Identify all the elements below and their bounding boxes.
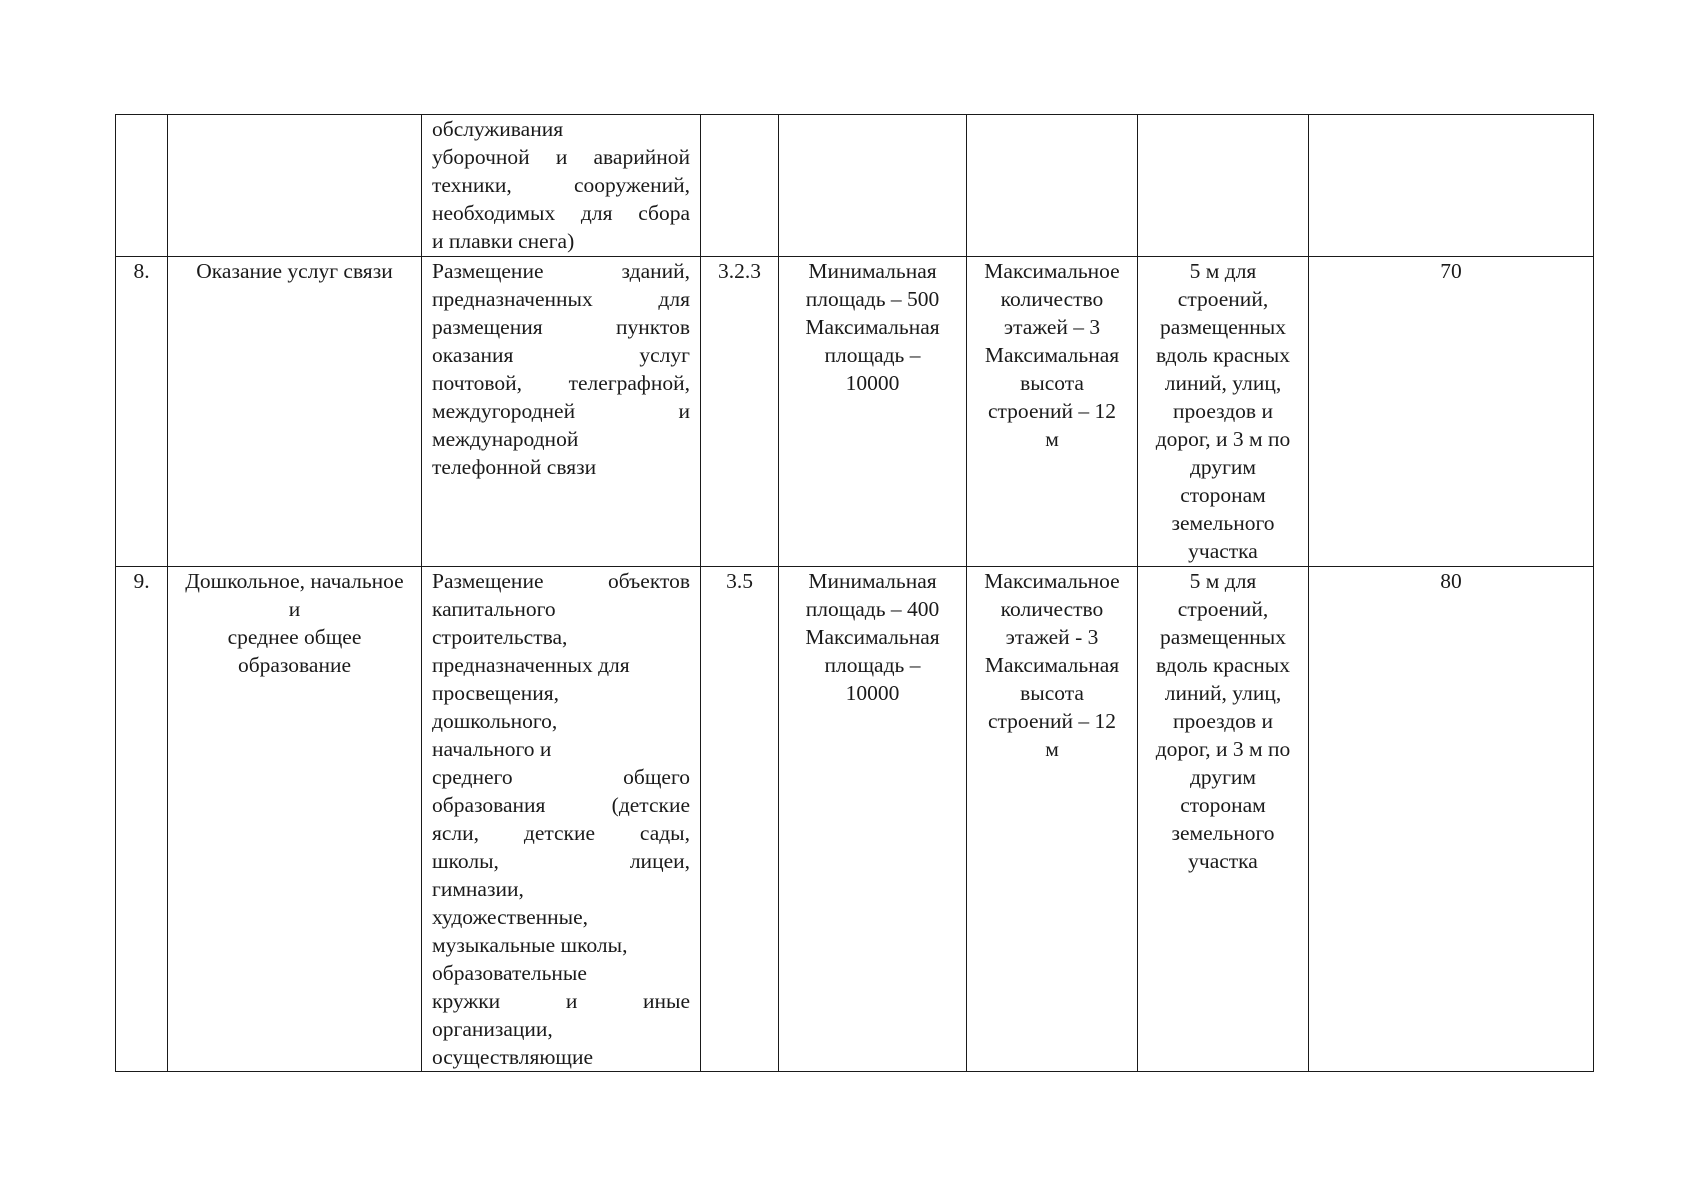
table-row bbox=[116, 257, 1594, 567]
description-line: почтовой, телеграфной, bbox=[432, 371, 690, 395]
description-line: гимназии, bbox=[432, 877, 524, 901]
floors-height-line: Максимальное bbox=[984, 569, 1120, 593]
coverage-percent-cell bbox=[1309, 257, 1594, 567]
description-line: размещения пунктов bbox=[432, 315, 690, 339]
description-line: музыкальные школы, bbox=[432, 933, 628, 957]
use-code-cell bbox=[701, 115, 779, 257]
use-name-cell bbox=[168, 115, 422, 257]
row-number: 8. bbox=[133, 259, 150, 283]
setback-line: вдоль красных bbox=[1156, 653, 1290, 677]
description-line: предназначенных для bbox=[432, 287, 690, 311]
setback-line: размещенных bbox=[1160, 315, 1286, 339]
setback-line: другим bbox=[1189, 765, 1257, 789]
floors-height-line: м bbox=[1045, 427, 1059, 451]
setback-line: проездов и bbox=[1173, 399, 1273, 423]
setback-line: сторонам bbox=[1180, 483, 1266, 507]
plot-area-line: 10000 bbox=[845, 681, 900, 705]
description-line: оказания услуг bbox=[432, 343, 690, 367]
plot-area-line: площадь – 500 bbox=[805, 287, 940, 311]
use-code: 3.5 bbox=[726, 569, 753, 593]
floors-height-line: количество bbox=[1000, 597, 1104, 621]
description-line: Размещение объектов bbox=[432, 569, 690, 593]
plot-area-cell bbox=[779, 257, 967, 567]
floors-height-line: Максимальная bbox=[984, 653, 1120, 677]
setback-line: линий, улиц, bbox=[1164, 681, 1282, 705]
plot-area-line: Максимальная bbox=[805, 625, 940, 649]
setback-cell bbox=[1138, 115, 1309, 257]
setback-line: 5 м для bbox=[1189, 259, 1257, 283]
setback-line: вдоль красных bbox=[1156, 343, 1290, 367]
floors-height-cell bbox=[967, 567, 1138, 1072]
use-description-cell bbox=[422, 257, 701, 567]
description-line: ясли, детские сады, bbox=[432, 821, 690, 845]
description-line: школы, лицеи, bbox=[432, 849, 690, 873]
setback-line: 5 м для bbox=[1189, 569, 1257, 593]
floors-height-cell bbox=[967, 115, 1138, 257]
description-line: и плавки снега) bbox=[432, 229, 575, 253]
use-code-cell bbox=[701, 257, 779, 567]
description-line: Размещение зданий, bbox=[432, 259, 690, 283]
coverage-percent: 80 bbox=[1440, 569, 1462, 593]
plot-area-cell bbox=[779, 567, 967, 1072]
setback-line: проездов и bbox=[1173, 709, 1273, 733]
description-line: кружки и иные bbox=[432, 989, 690, 1013]
description-line: уборочной и аварийной bbox=[432, 145, 690, 169]
setback-cell bbox=[1138, 257, 1309, 567]
use-code: 3.2.3 bbox=[718, 259, 761, 283]
setback-line: земельного bbox=[1171, 511, 1275, 535]
table-body bbox=[116, 115, 1594, 1072]
use-name-cell bbox=[168, 257, 422, 567]
plot-area-cell bbox=[779, 115, 967, 257]
description-line: образования (детские bbox=[432, 793, 690, 817]
row-number: 9. bbox=[133, 569, 150, 593]
row-number-cell bbox=[116, 257, 168, 567]
floors-height-line: этажей – 3 bbox=[1003, 315, 1101, 339]
use-name-line: среднее общее bbox=[227, 625, 362, 649]
description-line: техники, сооружений, bbox=[432, 173, 690, 197]
use-name-line: образование bbox=[237, 653, 352, 677]
use-name-line: и bbox=[288, 597, 301, 621]
setback-cell bbox=[1138, 567, 1309, 1072]
table-row bbox=[116, 115, 1594, 257]
floors-height-line: м bbox=[1045, 737, 1059, 761]
description-line: строительства, bbox=[432, 625, 568, 649]
plot-area-line: площадь – bbox=[824, 343, 921, 367]
floors-height-line: строений – 12 bbox=[987, 399, 1117, 423]
setback-line: размещенных bbox=[1160, 625, 1286, 649]
description-line: капитального bbox=[432, 597, 556, 621]
description-line: обслуживания bbox=[432, 117, 564, 141]
setback-line: другим bbox=[1189, 455, 1257, 479]
description-line: дошкольного, bbox=[432, 709, 558, 733]
plot-area-line: 10000 bbox=[845, 371, 900, 395]
use-description-cell bbox=[422, 115, 701, 257]
description-line: предназначенных для bbox=[432, 653, 630, 677]
setback-line: участка bbox=[1188, 539, 1258, 563]
plot-area-line: Максимальная bbox=[805, 315, 940, 339]
setback-line: строений, bbox=[1177, 597, 1269, 621]
row-number-cell bbox=[116, 115, 168, 257]
land-use-table bbox=[115, 114, 1594, 1072]
coverage-percent-cell bbox=[1309, 567, 1594, 1072]
description-line: организации, bbox=[432, 1017, 553, 1041]
table-row bbox=[116, 567, 1594, 1072]
setback-line: земельного bbox=[1171, 821, 1275, 845]
plot-area-line: площадь – bbox=[824, 653, 921, 677]
plot-area-line: Минимальная bbox=[808, 259, 937, 283]
row-number-cell bbox=[116, 567, 168, 1072]
use-name-cell bbox=[168, 567, 422, 1072]
floors-height-line: количество bbox=[1000, 287, 1104, 311]
plot-area-line: Минимальная bbox=[808, 569, 937, 593]
plot-area-line: площадь – 400 bbox=[805, 597, 940, 621]
description-line: необходимых для сбора bbox=[432, 201, 690, 225]
description-line: телефонной связи bbox=[432, 455, 597, 479]
coverage-percent-cell bbox=[1309, 115, 1594, 257]
floors-height-line: Максимальное bbox=[984, 259, 1120, 283]
description-line: среднего общего bbox=[432, 765, 690, 789]
setback-line: линий, улиц, bbox=[1164, 371, 1282, 395]
floors-height-cell bbox=[967, 257, 1138, 567]
setback-line: дорог, и 3 м по bbox=[1155, 737, 1291, 761]
floors-height-line: Максимальная bbox=[984, 343, 1120, 367]
description-line: начального и bbox=[432, 737, 552, 761]
description-line: художественные, bbox=[432, 905, 589, 929]
description-line: междугородней и bbox=[432, 399, 690, 423]
description-line: образовательные bbox=[432, 961, 587, 985]
floors-height-line: строений – 12 bbox=[987, 709, 1117, 733]
description-line: международной bbox=[432, 427, 579, 451]
setback-line: строений, bbox=[1177, 287, 1269, 311]
floors-height-line: этажей - 3 bbox=[1005, 625, 1099, 649]
floors-height-line: высота bbox=[1020, 371, 1084, 395]
use-name-line: Дошкольное, начальное bbox=[185, 569, 404, 593]
setback-line: сторонам bbox=[1180, 793, 1266, 817]
use-code-cell bbox=[701, 567, 779, 1072]
setback-line: дорог, и 3 м по bbox=[1155, 427, 1291, 451]
coverage-percent: 70 bbox=[1440, 259, 1462, 283]
description-line: просвещения, bbox=[432, 681, 560, 705]
description-line: осуществляющие bbox=[432, 1045, 594, 1069]
use-description-cell bbox=[422, 567, 701, 1072]
setback-line: участка bbox=[1188, 849, 1258, 873]
floors-height-line: высота bbox=[1020, 681, 1084, 705]
use-name: Оказание услуг связи bbox=[196, 259, 393, 283]
